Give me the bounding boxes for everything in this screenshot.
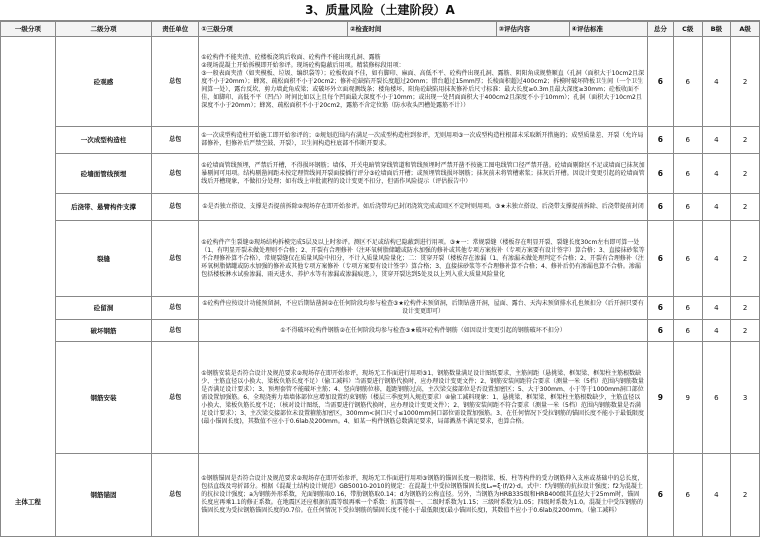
- row-unit: 总包: [152, 194, 199, 221]
- row-c: 6: [673, 297, 702, 320]
- header-c4: ④评估标准: [569, 22, 647, 37]
- row-total: 9: [647, 342, 673, 454]
- row-name: 裂缝: [55, 221, 152, 297]
- table-row: [1, 37, 760, 127]
- table-row: [1, 454, 760, 537]
- row-total: 6: [647, 194, 673, 221]
- row-total: 6: [647, 454, 673, 537]
- row-unit: 总包: [152, 127, 199, 154]
- row-content: ①砼构件应按设计功能预留洞，不应后期钻凿洞②在任何阶段均参与检查③★砼构件未预留洞，后期钻凿开洞，屋面、露台、天沟未预留排水孔也须扣分（后开洞只要有设计变更即可）: [199, 297, 648, 320]
- row-total: 6: [647, 297, 673, 320]
- row-content: ①是否独立搭设、支撑是否提前拆除②现场存在即开始参评。如后浇带均已封闭浇筑完成或回区不定时则用项。③★未独立搭设、后浇带支撑提前拆除、后浇带提前封闭: [199, 194, 648, 221]
- header-level2: 二级分项: [55, 22, 152, 37]
- header-row: [1, 22, 760, 37]
- row-c: 6: [673, 320, 702, 342]
- table-row: [1, 194, 760, 221]
- row-b: 4: [702, 221, 731, 297]
- row-name: 砼留洞: [55, 297, 152, 320]
- row-a: 2: [731, 221, 760, 297]
- row-a: 2: [731, 154, 760, 194]
- row-c: 6: [673, 454, 702, 537]
- table-row: [1, 297, 760, 320]
- row-name: 砼墙面管线预埋: [55, 154, 152, 194]
- row-b: 4: [702, 154, 731, 194]
- row-total: 6: [647, 127, 673, 154]
- header-total: 总分: [647, 22, 673, 37]
- row-b: 4: [702, 194, 731, 221]
- header-c3: ③评估内容: [496, 22, 569, 37]
- row-name: 后浇带、悬臂构件支撑: [55, 194, 152, 221]
- header-c2: ②检查时间: [347, 22, 496, 37]
- header-unit: 责任单位: [152, 22, 199, 37]
- row-content: ①砼墙面管线预埋，严禁后开槽，不得损坏钢筋；墙体，开关电暗管穿线管道和管线预埋时严禁开凿不按施工图电线管口径严禁开凿。砼墙面剔除区不足或墙面已抹灰加暴剔间可用项。结构剔凿间距未按定理管线间开裂面接插行评分③砼墙面后开槽；或预埋管线损坏钢筋；抹灰前未将管槽素浆；抹灰后开槽。因设计变更引起的砼墙面管线后开槽现象，不做扣分处理；如有线上审批流程的设计变更不扣分，但需作风险提示（评估报告中）: [199, 154, 648, 194]
- page-title: 3、质量风险（土建阶段）A: [0, 0, 760, 21]
- row-b: 4: [702, 320, 731, 342]
- row-name: 破坏钢筋: [55, 320, 152, 342]
- row-content: ①一次成型构造柱开始施工即开始参评的；②规划范围内有满足一次成型构造柱到参评，无则用项③一次成型构造柱根部未采取断开措施的；成型质量差、开裂（允许局部修补，但修补后严禁空鼓、开裂），卫生间构造柱底部不作断开要求。: [199, 127, 648, 154]
- row-name: 一次成型构造柱: [55, 127, 152, 154]
- row-b: 4: [702, 297, 731, 320]
- row-unit: 总包: [152, 454, 199, 537]
- table-row: [1, 342, 760, 454]
- row-name: 钢筋安装: [55, 342, 152, 454]
- row-content: ①砼构件产生裂缝②现场结构拆模完成5层及以上时参评。测区不足或结构已隐蔽到进行用项。③★一：常规裂缝（楼板存在明显开裂、裂缝长度30cm左右即可算一处（1、有明显开裂未做处理则不合格；2、开裂有合理修补（注环氧树脂储罐或防水加强的修补或其他专项方案按补（专项方案要有设计签字）算合格；3、直接抹砂浆等不合理修补算不合格），常规裂缝仅在质量风险中扣分，不计入质量风险量化；二：贯穿开裂（楼板存在渗漏（1、有渗漏未做处理判定不合格；2、开裂有合理修补（注环氧树脂储罐或防水加强的修补或其他专项方案修补（专项方案要有设计签字）算合格；3、直接抹砂浆等不合理修补算不合格；4、修补后仍有渗漏也算不合格。渗漏包括楼板淋水试验渗漏、雨天进水、养护水等有渗漏或渗漏痕迹。），贯穿开裂达到5处及以上列入重大质量风险量化: [199, 221, 648, 297]
- row-c: 9: [673, 342, 702, 454]
- row-name: 砼观感: [55, 37, 152, 127]
- header-c: C级: [673, 22, 702, 37]
- row-content: ①砼构件不能夹渣、砼楼板浇筑后收面、砼构件不能出现孔洞、露筋 ②现场混凝土开始拆模即开始参评。现场砼构隐蔽后用项。精装修标段用项： ③一般表面夹渣（如夹模板、垃圾、编织袋等）；砼板收面不佳，如有脚印、麻面、高低不平、砼构件出现孔洞、露筋、阴阳角成规整顺直（孔洞（面积大于10cm2且深度不小于20mm）；蜂窝、疏松面积不小于20cm2；修补砼缺陷开裂长度超过20mm；错台超过15mm厚；长棱面积超过400cm2；拆模时破坏降板卫生间（一个卫生间算一处），露台反坎、剪力墙此角成梁；或破坏外立面观测线条；楼角楼坏、阳角砼缺陷用抹灰修补后尺寸标准：最大长度≥0.3m且最大深度≥30mm；砼板收面不佳，如脚印、高低不平（凹凸）时间比如以上且每个凹面最大深度不小于10mm；或出现一处凹面面积大于400cm2且深度不小于10mm）；孔洞（面积大于10cm2且深度不小于20mm）；蜂窝、疏松面积不小于20cm2，露筋不含定位筋（防水收头凹槽处露筋不计））: [199, 37, 648, 127]
- level1-cell: 主体工程: [1, 37, 56, 537]
- header-c1: ①三级分项: [199, 22, 348, 37]
- row-unit: 总包: [152, 320, 199, 342]
- row-c: 6: [673, 127, 702, 154]
- row-c: 6: [673, 221, 702, 297]
- row-a: 2: [731, 297, 760, 320]
- row-a: 2: [731, 127, 760, 154]
- table-row: [1, 320, 760, 342]
- quality-risk-table: [0, 21, 760, 537]
- row-name: 钢筋锚固: [55, 454, 152, 537]
- row-b: 4: [702, 127, 731, 154]
- row-total: 6: [647, 221, 673, 297]
- header-a: A级: [731, 22, 760, 37]
- row-total: 6: [647, 37, 673, 127]
- row-c: 6: [673, 194, 702, 221]
- row-unit: 总包: [152, 37, 199, 127]
- row-unit: 总包: [152, 154, 199, 194]
- row-b: 4: [702, 454, 731, 537]
- table-row: [1, 154, 760, 194]
- row-unit: 总包: [152, 221, 199, 297]
- row-a: 2: [731, 320, 760, 342]
- row-content: ①不得破坏砼构件钢筋②在任何阶段均参与检查③★破坏砼构件钢筋（如因设计变更引起的钢筋破坏不扣分）: [199, 320, 648, 342]
- row-content: ①钢筋安装是否符合设计及规范要求②现场存在即开始参评，现场无工作面进行用项③1、钢筋数量满足设计图纸要求，主筋间距（悬挑梁、框架梁、框架柱主筋根数缺少、主筋直径以小换大、梁板负筋长度不足）（偷工减料）当需要进行钢筋代换时，应办理设计变更文件；2、钢筋安装间距符合要求（测量一米（5档）范围内钢筋数量是否满足设计要求）；3、预埋套管不能破坏主筋；4、竖向钢筋位移，超距钢筋过高，主次梁交接部位是否设置加密区；5、大于300mm、小于等于1000mm洞口部位需设置加强筋。6、全现浇剪力墙墙体部位应增加设置约束钢筋（楼层三季度列入规范要求）④偷工减料现象：1、悬挑梁、框架梁、框架柱主筋根数缺少，主筋直径以小换大、梁板负筋长度不足；（核对设计图纸，当需要进行钢筋代换时，应办理设计变更文件）；2、钢筋安装间距不符合要求（测量一米（5档）范围内钢筋数量是否满足设计要求）；3、主次梁交接部位未设置箍筋加密区，300mm<洞口尺寸≤1000mm洞口部位需设置加强筋。3、在任何情况下受拉钢筋的锚固长度不能小于最低限度(最小锚固长度)，其数值不应小于0.6lab及200mm。4、如某一构件钢筋总数满足要求，局部溅基不满足要求，也算合格。: [199, 342, 648, 454]
- row-a: 2: [731, 454, 760, 537]
- row-c: 6: [673, 154, 702, 194]
- row-c: 6: [673, 37, 702, 127]
- row-content: ①钢筋锚固是否符合设计及规范要求②现场存在即开始参评，现场无工作面进行用项③钢筋的锚固长度一般指梁、板、柱等构件的受力钢筋伸入支座或基础中的总长度，包括直线及弯折部分。根据《混凝土结构设计规范》GB50010-2010的规定：在混凝土中受拉钢筋锚固长度Lₐ=ξ·(f/2)·d。式中：f为钢筋的抗拉设计强度；f2为混凝土的抗拉设计强度；a为钢筋外形系数，光面钢筋取0.16，带肋钢筋取0.14；d为钢筋的公称直径。另外，当钢筋为HRB335级和HRB400级其直径大于25mm时，锚固长度应再乘1.1的修正系数。在地震区还应根据抗震等级再乘一个系数：抗震等级一、二级时系数为1.15；三级时系数为1.05；四级时系数为1.0。混凝土中受压钢筋的锚固长度为受拉钢筋锚固长度的0.7倍。在任何情况下受拉钢筋的锚固长度不能小于最低限度(最小锚固长度)，其数值不应小于0.6lab及200mm。（偷工减料）: [199, 454, 648, 537]
- row-total: 6: [647, 320, 673, 342]
- header-b: B级: [702, 22, 731, 37]
- row-a: 2: [731, 194, 760, 221]
- row-total: 6: [647, 154, 673, 194]
- row-b: 4: [702, 37, 731, 127]
- table-row: [1, 127, 760, 154]
- row-unit: 总包: [152, 297, 199, 320]
- row-unit: 总包: [152, 342, 199, 454]
- row-b: 6: [702, 342, 731, 454]
- table-row: [1, 221, 760, 297]
- row-a: 3: [731, 342, 760, 454]
- header-level1: 一级分项: [1, 22, 56, 37]
- row-a: 2: [731, 37, 760, 127]
